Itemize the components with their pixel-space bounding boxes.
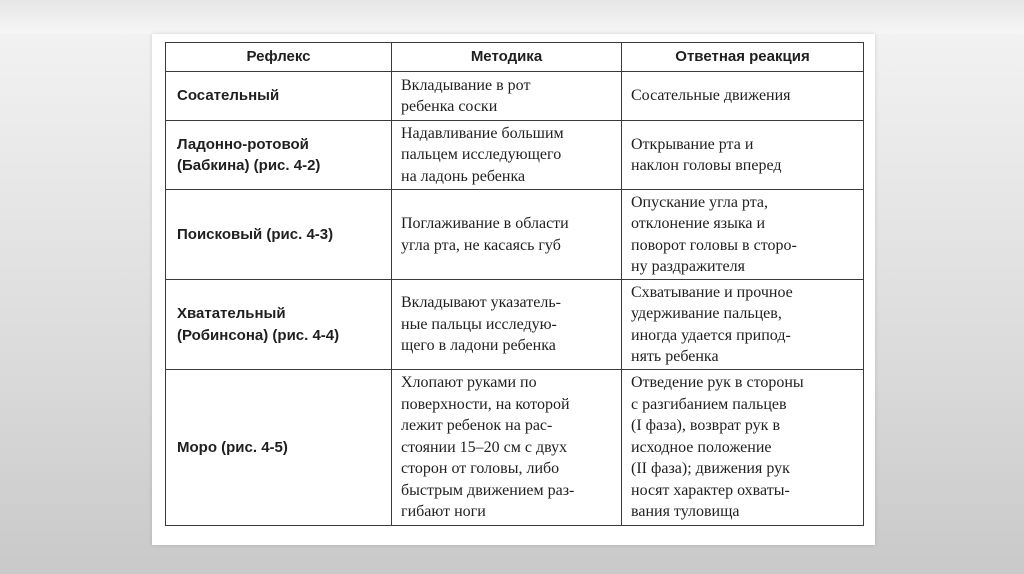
cell-line: вания туловища [631, 503, 740, 521]
cell-line: Хватательный [177, 305, 286, 322]
header-response: Ответная реакция [622, 43, 864, 72]
cell-line: исходное положение [631, 438, 772, 456]
cell-line: (Бабкина) (рис. 4-2) [177, 157, 321, 174]
cell-line: угла рта, не касаясь губ [401, 236, 561, 254]
cell-line: поворот головы в сторо- [631, 236, 797, 254]
cell-line: лежит ребенок на рас- [401, 417, 553, 435]
slide-header-band [0, 0, 1024, 34]
cell-line: стоянии 15–20 см с двух [401, 438, 568, 456]
method-cell [392, 121, 622, 190]
cell-line: иногда удается припод- [631, 326, 791, 344]
cell-line: ребенка соски [401, 98, 498, 115]
cell-line: (Робинсона) (рис. 4-4) [177, 326, 340, 344]
cell-line: с разгибанием пальцев [631, 395, 787, 413]
response-cell [622, 121, 864, 190]
cell-line: ные пальцы исследую- [401, 315, 557, 333]
scanned-page [152, 34, 875, 545]
response-cell [622, 72, 864, 121]
table-row [166, 121, 864, 190]
reflex-cell [166, 121, 392, 190]
cell-line: поверхности, на которой [401, 395, 570, 413]
cell-line: быстрым движением раз- [401, 481, 575, 499]
table-header-row [166, 43, 864, 72]
table-row [166, 280, 864, 370]
cell-line: удерживание пальцев, [631, 305, 782, 322]
cell-line: Вкладывание в рот [401, 76, 531, 94]
cell-line: пальцем исследующего [401, 146, 562, 164]
reflex-table [165, 42, 864, 526]
cell-line: (I фаза), возврат рук в [631, 417, 780, 435]
method-cell [392, 190, 622, 280]
cell-line: Хлопают руками по [401, 374, 537, 392]
cell-line: Сосательные движения [631, 87, 791, 105]
cell-line: наклон головы вперед [631, 157, 782, 174]
cell-line: отклонение языка и [631, 215, 766, 232]
cell-line: сторон от головы, либо [401, 460, 560, 478]
cell-line: Схватывание и прочное [631, 283, 793, 301]
cell-line: щего в ладони ребенка [401, 337, 556, 355]
cell-line: Моро (рис. 4-5) [177, 438, 288, 456]
response-cell [622, 280, 864, 370]
method-cell [392, 280, 622, 370]
reflex-cell [166, 72, 392, 121]
cell-line: на ладонь ребенка [401, 167, 526, 185]
cell-line: (II фаза); движения рук [631, 460, 790, 478]
cell-line: Поисковый (рис. 4-3) [177, 225, 334, 243]
table-row [166, 72, 864, 121]
table-row [166, 370, 864, 526]
cell-line: нять ребенка [631, 348, 719, 365]
response-cell [622, 370, 864, 526]
cell-line: Надавливание большим [401, 124, 564, 142]
cell-line: Поглаживание в области [401, 215, 569, 232]
method-cell [392, 72, 622, 121]
cell-line: ну раздражителя [631, 258, 745, 275]
header-reflex: Рефлекс [166, 43, 392, 72]
cell-line: Сосательный [177, 87, 280, 105]
cell-line: Опускание угла рта, [631, 193, 768, 211]
cell-line: носят характер охваты- [631, 481, 790, 499]
cell-line: Отведение рук в стороны [631, 374, 804, 392]
reflex-cell [166, 190, 392, 280]
cell-line: Вкладывают указатель- [401, 294, 561, 312]
cell-line: Открывание рта и [631, 135, 754, 153]
table-row [166, 190, 864, 280]
method-cell [392, 370, 622, 526]
response-cell [622, 190, 864, 280]
reflex-cell [166, 370, 392, 526]
header-method: Методика [392, 43, 622, 72]
cell-line: гибают ноги [401, 503, 486, 521]
reflex-cell [166, 280, 392, 370]
cell-line: Ладонно-ротовой [177, 135, 309, 153]
